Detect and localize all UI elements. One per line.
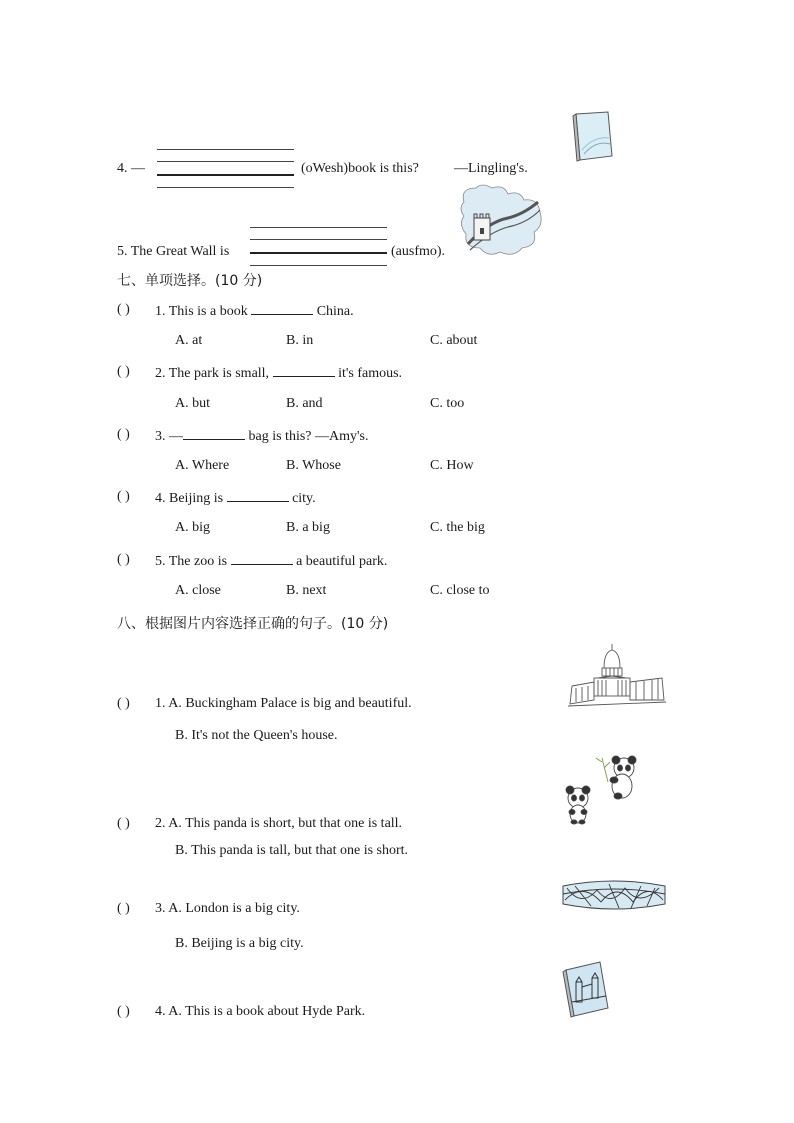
option-c: C. How bbox=[430, 458, 474, 473]
option-a: A. close bbox=[175, 583, 221, 598]
blank[interactable] bbox=[227, 489, 289, 502]
question-text: 3. — bag is this? —Amy's. bbox=[155, 429, 369, 444]
sentence-b: B. Beijing is a big city. bbox=[175, 936, 304, 951]
stadium-picture bbox=[561, 878, 667, 912]
sentence-b: B. This panda is tall, but that one is short. bbox=[175, 843, 409, 858]
question-text: 5. The zoo is a beautiful park. bbox=[155, 554, 388, 569]
blank[interactable] bbox=[183, 427, 245, 440]
answer-paren[interactable]: ( ) bbox=[117, 816, 130, 831]
question-text: 1. This is a book China. bbox=[155, 304, 354, 319]
sentence-b: B. It's not the Queen's house. bbox=[175, 728, 338, 743]
answer-paren[interactable]: ( ) bbox=[117, 696, 130, 711]
option-b: B. a big bbox=[286, 520, 330, 535]
option-b: B. Whose bbox=[286, 458, 341, 473]
tower-bridge-book-picture bbox=[562, 960, 612, 1018]
option-b: B. in bbox=[286, 333, 314, 348]
sentence-a: 4. A. This is a book about Hyde Park. bbox=[155, 1004, 366, 1019]
section-8-title: 八、根据图片内容选择正确的句子。(10 分) bbox=[117, 616, 389, 632]
capitol-building-picture bbox=[568, 642, 666, 712]
q4-number: 4. — bbox=[117, 161, 145, 176]
option-a: A. Where bbox=[175, 458, 230, 473]
sentence-a: 1. A. Buckingham Palace is big and beautiful. bbox=[155, 696, 412, 711]
section-7-title: 七、单项选择。(10 分) bbox=[117, 273, 263, 289]
option-b: B. next bbox=[286, 583, 327, 598]
option-c: C. close to bbox=[430, 583, 490, 598]
question-text: 2. The park is small, it's famous. bbox=[155, 366, 403, 381]
sentence-a: 2. A. This panda is short, but that one is tall. bbox=[155, 816, 403, 831]
q5-prefix: 5. The Great Wall is bbox=[117, 244, 230, 259]
q4-answer: —Lingling's. bbox=[454, 161, 528, 176]
q5-hint: (ausfmo). bbox=[391, 244, 446, 259]
option-a: A. big bbox=[175, 520, 210, 535]
blank[interactable] bbox=[251, 302, 313, 315]
option-c: C. the big bbox=[430, 520, 485, 535]
answer-lines-q5[interactable] bbox=[250, 227, 387, 267]
option-b: B. and bbox=[286, 396, 323, 411]
option-c: C. too bbox=[430, 396, 465, 411]
answer-paren[interactable]: ( ) bbox=[117, 364, 130, 379]
option-a: A. at bbox=[175, 333, 203, 348]
answer-paren[interactable]: ( ) bbox=[117, 1004, 130, 1019]
answer-paren[interactable]: ( ) bbox=[117, 901, 130, 916]
answer-paren[interactable]: ( ) bbox=[117, 302, 130, 317]
answer-paren[interactable]: ( ) bbox=[117, 552, 130, 567]
option-a: A. but bbox=[175, 396, 210, 411]
option-c: C. about bbox=[430, 333, 478, 348]
great-wall-picture bbox=[458, 182, 544, 258]
sentence-a: 3. A. London is a big city. bbox=[155, 901, 300, 916]
q4-hint: (oWesh)book is this? bbox=[301, 161, 419, 176]
answer-lines-q4[interactable] bbox=[157, 149, 294, 189]
blank[interactable] bbox=[231, 552, 293, 565]
question-text: 4. Beijing is city. bbox=[155, 491, 316, 506]
blank[interactable] bbox=[273, 364, 335, 377]
answer-paren[interactable]: ( ) bbox=[117, 427, 130, 442]
book-picture bbox=[572, 110, 616, 162]
answer-paren[interactable]: ( ) bbox=[117, 489, 130, 504]
pandas-picture bbox=[562, 752, 640, 826]
